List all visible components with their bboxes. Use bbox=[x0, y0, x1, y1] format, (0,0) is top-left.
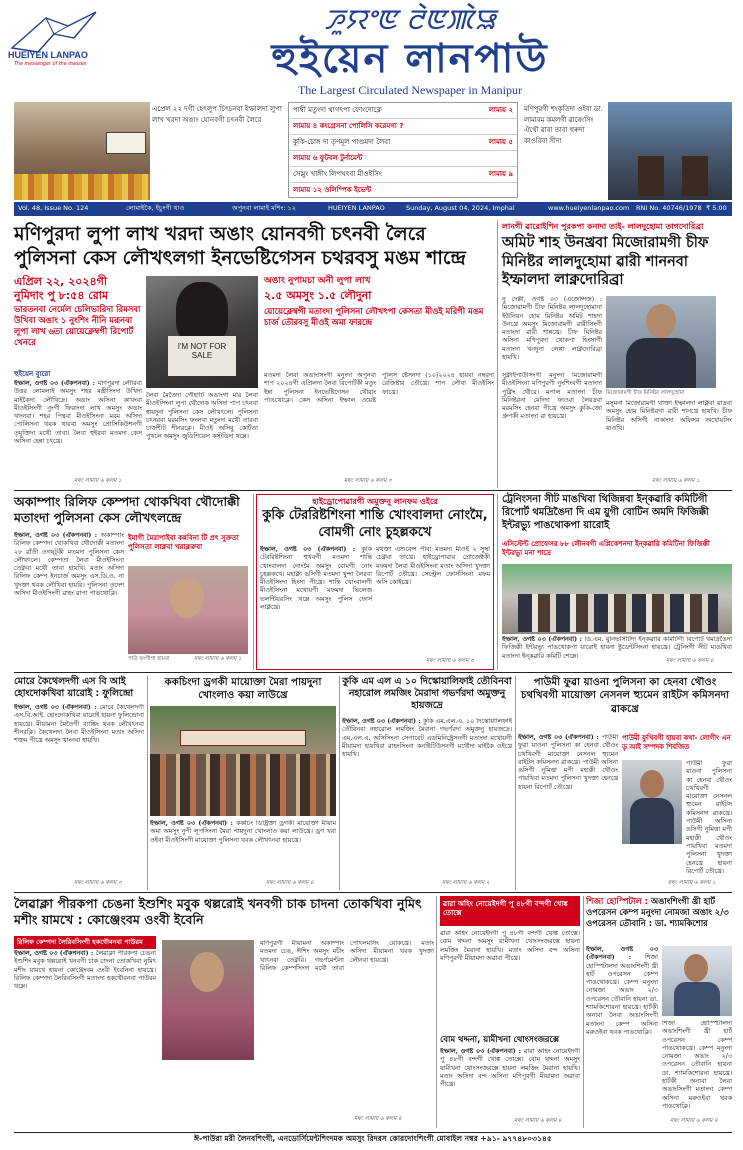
top-right-story[interactable] bbox=[502, 220, 732, 488]
human-rights-continue[interactable]: মথং লামায় ৬ কলম ১ bbox=[668, 880, 716, 886]
bandh-body bbox=[440, 1048, 580, 1120]
people-row bbox=[518, 594, 718, 632]
story-loktak[interactable] bbox=[14, 896, 434, 1128]
politician-photo[interactable] bbox=[606, 296, 716, 388]
bandh-headline[interactable]: বোম থদ্দনা, য়ামীখনা থোংসংজরক্সে bbox=[440, 1034, 560, 1044]
bandh-body-text: ৱারা অহিং নোয়েইদগী পু ৪৮গী বন্দগী খোঙ্ক তোক্সে। বোম থদ্দনা অমসুং য়ামীখনা থোংসংজরক্সে হায়না লমজিং মৈরানা হায়খি। মতাং অসিদা বন্দ অসিনা মণিপুরগী মীয়ামদা অৱাবা পীখ্রে। bbox=[440, 1048, 580, 1089]
trainers-headline[interactable]: ট্ৰেনিংসনা সীট মাঙখিবা থিজিন্নবা ইন্কৱারি কমিটিগী রিপোর্ট থমদ্রিঙৈদা দি এম য়ুগী বোটিন অমদি ফিজিক্কী ইন্টরভ্যু পাঙথোকপা য়ারোই bbox=[502, 494, 709, 531]
bandh-kicker-box bbox=[440, 896, 580, 926]
story-kakching[interactable] bbox=[150, 676, 336, 890]
index-text: কুকি-চোঙ্গ দা তৃণমূল পাণ্ডমদা লৈবা bbox=[293, 138, 391, 146]
trainers-subhead: এসিস্টেন্ট প্ৰোফেসর ৮৮ লৌনবগী এপ্লিকেশনদা ইন্কৱারি কমিটিনা ফিজিক্কী ইন্টরভ্যু মনা শাদ্রে bbox=[502, 540, 710, 558]
lead-kicker-3: ভারতনবা নের্মেল চেলিভারিদা রিমসবা উখিবা অঙাং ১ নুংশিং নীনি মরূনবা লুপা লাখ ৬তা য়োয়েক্লেম্বগী রিপোর্ট খেনরে bbox=[14, 304, 141, 347]
index-row[interactable] bbox=[289, 103, 517, 119]
story-bandh[interactable] bbox=[440, 896, 580, 1128]
title-bengali: হুইয়েন লানপাউ bbox=[271, 36, 549, 82]
footer-text: ঈ-পাউরা মরী লৈনবশিংগী, এনডোর্সিমেন্টশিংদমক অমসুং রিদরস কোরদোংশিংগী মোবাইল নম্বর +৯১- ৯৭৭৪৮০৩১৪৫ bbox=[194, 1134, 552, 1143]
podium bbox=[682, 156, 708, 196]
lead-headline-2[interactable]: পুলিসনা কেস লৌখৎলগা ইনভেষ্টিগেসন চথরবসু মঙম শান্দ্রে bbox=[14, 247, 466, 269]
shija-continue[interactable]: মথং লামায় ৬ কলম ৪ bbox=[670, 1118, 718, 1124]
column-divider bbox=[253, 494, 254, 670]
shija-headline-wrap[interactable] bbox=[586, 896, 732, 929]
lead-side-kicker-1: অঙাং নুপামচা অনী লুপা লাখ bbox=[264, 276, 371, 286]
person-suit bbox=[626, 338, 696, 388]
relief-photo[interactable] bbox=[128, 566, 248, 654]
shija-dateline: ইম্ফাল, ওগষ্ট ০৩ (ঐকপনবা) : bbox=[586, 946, 658, 962]
trainers-dateline: ইম্ফাল, ওগষ্ট ০৩ (ঐকপনবা) : bbox=[502, 636, 585, 643]
loktak-continue[interactable]: মথং লামায় ৬ কলম ৫ bbox=[354, 1116, 402, 1122]
section-rule bbox=[14, 892, 732, 893]
column-divider bbox=[497, 220, 498, 488]
section-rule bbox=[14, 672, 732, 673]
teaser-photo-left[interactable] bbox=[14, 102, 150, 200]
issue-date: Sunday, August 04, 2024, Imphal bbox=[406, 204, 515, 212]
section-rule bbox=[14, 490, 732, 491]
lead-body-text: মণিপুরদা লৌরিবা উত্তর লোমলাই অমসুং শহর মন্ত্রীসিংদা উখিদা মাইকৈদা লৌখিদ্রে। অঙাং অসিনা কাখংবা মীওইসিংগী নুংগী ফিরাংদা লাখ অমসুং অঙাং খাংনবা। শহর পিন্থবা মীওইসিংনা মরম অসিদা পোলিসনা থবক থারবা অমসুং প্রোসিকিউশনগী তৃমুক্তিদা মথৌ তাবা। লৈবা হুইরবা মতমদা কেস অসিনা হেন্না চৎখ্রে। bbox=[14, 380, 142, 446]
shija-body-text: শিজা হোস্পিটালদা অঙাংশিংগী খ্রী হার্ট ওপরেসন কেম্প পাঙথোকখ্রে। কেম্প মনুংদা নোমজা অঙাং ২/৩ ওপরেসন তৌবানি হায়না ডা. শ্যামকিশোরনা হায়খ্রে। হার্টকী অনাবা লৈবা অঙাংসিংগী মতাংদা কেম্প অসিনা মরুওইবা থবক পাঙথোক্লি। bbox=[586, 954, 658, 1036]
cbi-body bbox=[14, 704, 144, 882]
shija-photo[interactable] bbox=[662, 946, 732, 1016]
human-rights-body-text: পাউমী ফুৱা য়াওনা পুলিসনা কা হেনবা থৌওং চথখিবগী মায়োক্তা নেসনল হ্যুমেন রাইটস কমিসনদা ৱাকখ্রে। পাউমী অসিনা ঙসিগী নুমিত্তা মপী মহাক্কী থৌওং পায়খিবা মতমদা পুলিসনা খুদক্তা হেনখ্রে হায়না রিপোর্ট তৌখ্রে। bbox=[518, 734, 618, 791]
human-rights-headline[interactable]: পাউমী ফুৱা য়াওনা পুলিসনা কা হেনবা থৌওং চথখিবগী মায়োক্তা নেসনল হ্যুমেন রাইটস কমিসনদা ৱাকখ্রে bbox=[520, 677, 730, 715]
lead-continue-2[interactable]: মথং লামায় ৬ কলম ৩ bbox=[344, 478, 392, 484]
column-divider bbox=[436, 896, 437, 1128]
index-page: লামায় ৯ bbox=[488, 170, 513, 178]
lead-story[interactable] bbox=[14, 220, 494, 488]
index-row[interactable] bbox=[289, 151, 517, 167]
lead-photo[interactable] bbox=[146, 276, 258, 388]
kuki-mla-headline[interactable]: কুকি এম এল এ ১০ দিস্কোয়ালিফাই তৌবিনবা নহারোল লমজিং মৈরাদা গভর্ণরদা অমুক্তনু হায়জদ্রে bbox=[342, 676, 512, 712]
bandh-kicker: ৱারা অহিং নোয়েইদগী পু ৪৮গী বন্দগী খোঙ্ক তোক্সে bbox=[443, 899, 568, 918]
trainers-body-text: ডি.এম. য়ুনিভর্সিটিদা ইন্কৱারি কমিটিগী রিপোর্ট থমদ্রিঙৈদা ফিজিক্কী ইন্টরভ্যু পাঙথোকপা য়ারোই হায়না ষ্টুডেন্টসিংনা হায়খ্রে। ট্রেনিংগী সীট মাঙখিবা মতাংদা ইন্কৱারি কমিটি শেম্লে। bbox=[502, 636, 732, 660]
index-text: পাম্বী মতুংদা থাগৎপা ফোংদোক্লে bbox=[293, 106, 382, 114]
human-rights-photo[interactable] bbox=[622, 760, 682, 844]
shija-kicker: শিজা হোস্পিটাল : bbox=[586, 896, 651, 906]
teaser-right-text[interactable]: মণিপুরগী শংকৃতিদা ওইবা ডা. লামাবম কমলগী ৱাৰেংসিং ঐথৌ ৱাবা তাবা হুৰুদা কাওরিবা সীদা bbox=[524, 105, 603, 145]
doctor-head bbox=[684, 954, 708, 982]
kakching-body bbox=[150, 820, 336, 882]
top-right-kicker: লানগী ৱারোইশিন পুরকপা কনাদা তাই- লালদুহোমা তাগদোরিব্রা bbox=[502, 222, 704, 231]
kuki-mla-continue[interactable]: মথং লামায় ৬ কলম ২ bbox=[442, 880, 490, 886]
info-bar bbox=[14, 202, 732, 216]
man-head bbox=[640, 770, 664, 798]
human-rights-dateline: ইম্ফাল, ওগষ্ট ০৩ (ঐকপনবা) : bbox=[518, 734, 602, 741]
relief-caption: পাউ ফংগীগা হায়বা bbox=[128, 656, 170, 662]
story-kuki-mla[interactable] bbox=[342, 676, 512, 890]
placard bbox=[106, 132, 146, 154]
column-divider bbox=[497, 494, 498, 670]
kuki-peace-continue[interactable]: মথং লামায় ৬ কলম ৩ bbox=[426, 658, 474, 664]
kuki-peace-body bbox=[260, 546, 372, 664]
podium bbox=[638, 156, 664, 196]
loktak-headline[interactable]: লৈৱাক্লা পীরকপা চেঙনা ইশুশিং মবুক থল্লরোই খনবগী চাক চাদনা তোকখিবা নুমিৎ মশীং য়ামখে : কোঞ্জেংবম ওংবী ইবেনি bbox=[14, 896, 422, 928]
index-row[interactable] bbox=[289, 183, 517, 198]
brand-tagline: The messenger of the masses bbox=[14, 62, 87, 67]
human-rights-subhead: পাউমী ফুখিবগী হায়বা কথা- লোগীং এন ডৃ আই সম্পদক শিবজিত bbox=[622, 734, 731, 751]
column-divider bbox=[515, 676, 516, 890]
relief-dateline: ইম্ফাল, ওগষ্ট ০৩ (ঐকপনবা) : bbox=[14, 532, 101, 539]
teaser-photo-right[interactable] bbox=[608, 102, 732, 200]
teaser-index bbox=[288, 102, 518, 198]
lead-body-col2: লৈবা মৈতৈদা গৌহাটি অঙাংগা মরি লৈবা মীওইসিংনা লুপা থৌদোক অসিদা পাপ চৎনবা হায়দুনা পুলিসনা কেস লৌখৎলে। পুলিসনা চৎনরবা মরমসিং ফংলবা মতুংদা মথৌ তারবা চার্জশীট শীনরক্লে। মীওই অসিবু কোর্টতা পুখলে অমসুং জুডিশিয়েল কস্টডিদা থম্লে। bbox=[146, 392, 258, 441]
human-rights-body bbox=[518, 734, 618, 882]
human-rights-side-text: পাউমী ফুৱা য়াওনা পুলিসনা কা হেনবা থৌওং চথখিবগী মায়োক্তা নেসনল হ্যুমেন রাইটস কমিসনদা ৱাকখ্রে। পাউমী অসিনা ঙসিগী নুমিত্তা মপী মহাক্কী থৌওং পায়খিবা মতমদা পুলিসনা খুদক্তা হেনখ্রে হায়না রিপোর্ট তৌখ্রে। bbox=[686, 760, 732, 875]
relief-continue[interactable]: মথং লামায় ৬ কলম ১ bbox=[194, 656, 242, 662]
top-right-body-3: মসুমনা মিজোরামগী থাক্তা ইম্ফালদা লাক্নবা য়াদ্রবা অমসুং হোম মিনিষ্টরগা ৱারী শানখ্রে হায়খি। চীফ মিনিষ্টর অসিগী নাকাংদা অফিসর অখোয়সিং য়াওখি। bbox=[606, 400, 732, 432]
cbi-continue[interactable]: মথং লামায় ৬ কলম ৩ bbox=[74, 880, 122, 886]
teaser-left-text[interactable]: এপ্ৰেল ২২ দগী হেৎলুপ চিৎচনবা ইম্ফালদা লুপা লাখ খরদা অঙাং য়োনবগী চৎনবী লৈরে bbox=[152, 105, 282, 124]
index-row[interactable] bbox=[289, 135, 517, 151]
kakching-continue[interactable]: মথং লামায় ৬ কলম ৪ bbox=[266, 880, 314, 886]
man-body bbox=[630, 798, 674, 844]
bandh-continue[interactable]: মথং লামায় ৬ কলম ৪ bbox=[514, 1118, 562, 1124]
relief-subhead: ইমাগী মৈরাপাইবা কন্নবিনা টি প্রৎ সুক্রতা পুলিসতা লাক্নবা খরাক্লরুবা bbox=[128, 534, 239, 552]
relief-body bbox=[14, 532, 124, 666]
kakching-body-text: ককচিং ডিষ্ট্রিক্তা ড্রগকী মায়োক্তা মীয়াম অমা অমসুং নুপী লূপসিংনা মৈরা পায়দুনা খোংলাও কয়া লাউখ্রে। ড্রগ খরা ওইবা মীওইসিংগী মায়োক্তা পুলিসনা থবক লৌখৎনবা হায়খ্রে। bbox=[150, 820, 336, 844]
title-meetei: ꯍꯨꯌꯦꯟ ꯂꯥꯟꯄꯥꯎ bbox=[324, 3, 496, 36]
loktak-body-text: লৈৱাক্লা পীরকপা চেঙনা ইশুশিং মবুক থল্লরোই খনবগী চাক চাদনা তোকখিবা নুমিৎ মশীং য়ামখে হায়না কোঞ্জেংবম ওংবী ইবেনিনা হায়খ্রে। রিলিফ কেম্পদা লৈরিবসিংগী মতাংদা হকথৌবনবা পাউরম থম্লে। bbox=[14, 950, 156, 991]
rni-number: RNI No. 40746/1978 bbox=[636, 204, 702, 212]
shija-body-2: শিজা হোস্পিটালদা অঙাংশিংগী খ্রী হার্ট ওপরেসন কেম্প পাঙথোকখ্রে। কেম্প মনুংদা নোমজা অঙাং ২/৩ ওপরেসন তৌবানি হায়না ডা. শ্যামকিশোরনা হায়খ্রে। হার্টকী অনাবা লৈবা অঙাংসিংগী মতাংদা কেম্প অসিনা মরুওইবা থবক পাঙথোক্লি। bbox=[662, 1020, 732, 1110]
lead-headline-1[interactable]: মণিপুরদা লুপা লাখ খরদা অঙাং য়োনবগী চৎনবী লৈরে bbox=[14, 223, 426, 245]
trainers-continue[interactable]: মথং লামায় ৬ কলম ৪ bbox=[666, 658, 714, 664]
top-right-body-2: সুক্নাইপাউসিংগী মনুংদা মিজোরামগী মীওইসিংনা মণিপুরগী নুংশিংবগী মতাংদা পুক্নিং থৌরে। মপাল মতাংদা চীফ মিনিষ্টরনা মেদিদা ফাওবা লৈরদ্রবা মরমসিং হেনবা পীখ্রে অমসুং কুকি-জো গ্রুপকী মতাংদা ৱা হায়খ্রে। bbox=[502, 372, 602, 421]
index-row[interactable] bbox=[289, 167, 517, 183]
kuki-peace-dateline: ইম্ফাল, ওগষ্ট ০৩ (ঐকপনবা) : bbox=[260, 546, 362, 553]
kuki-mla-body bbox=[342, 718, 512, 882]
crowd bbox=[150, 754, 336, 816]
hindu-date: লোমাইকৈ, ইচুংগী থাও bbox=[126, 204, 185, 212]
column-divider bbox=[583, 896, 584, 1128]
shija-body bbox=[586, 946, 658, 1120]
story-shija[interactable] bbox=[586, 896, 732, 1128]
shija-headline: অঙাংশিংগী খ্রী হার্ট ওপরেসন কেম্প মনুংদা নোমজা অঙাং ২/৩ ওপরেসন তৌবানি : ডা. শ্যামকিশোর bbox=[586, 896, 729, 928]
masthead bbox=[0, 0, 743, 100]
lead-kicker-1: এপ্ৰিল ২২, ২০২৪গী bbox=[14, 275, 108, 288]
story-kuki-peace[interactable] bbox=[256, 494, 494, 670]
brand-logo-text: HUEIYEN LANPAO bbox=[8, 50, 88, 60]
index-text: সেম্লুং খাঙ্গীং লিপখৎবা মীওইসিং bbox=[293, 170, 382, 178]
kakching-headline[interactable]: ককচিংদা ড্রগকী মায়োক্তা মৈরা পায়দুনা খোংলাও কয়া লাউখ্রে bbox=[164, 677, 322, 702]
lead-side-kicker-2: ২.৫ অমসুং ১.৫ লৌদুনা bbox=[264, 289, 372, 302]
lead-photo-sign: I'M NOT FOR SALE bbox=[168, 336, 236, 376]
doctor-coat bbox=[674, 982, 720, 1016]
kakching-photo[interactable] bbox=[150, 706, 336, 816]
protest-banner bbox=[180, 730, 306, 746]
cbi-dateline: ইম্ফাল, ওগষ্ট ০৩ (ঐকপনবা) : bbox=[14, 704, 100, 711]
girl-silhouette bbox=[176, 282, 228, 342]
trainers-photo[interactable] bbox=[502, 564, 732, 634]
loktak-dateline: ইম্ফাল, ওগষ্ট ০৩ (ঐকপনবা) : bbox=[14, 950, 96, 957]
cbi-headline[interactable]: মোরে কৈথেলদগী এস বি আই হোংদোকখিবা য়ারোই : ফুলিন্দ্রো bbox=[14, 676, 134, 700]
top-right-continue[interactable]: মথং লামায় ৬ কলম ১ bbox=[652, 478, 700, 484]
index-text: লামায় ১২ ওলিম্পিক ইভেন্ট bbox=[293, 186, 372, 194]
brand-logo[interactable] bbox=[8, 8, 100, 80]
loktak-subhead: রিলিফ কেম্পদা লৈরিবসিংগী হকথৌবনবা পাউরম bbox=[14, 936, 156, 949]
index-page: লামায় ৫ bbox=[488, 138, 513, 146]
index-row[interactable] bbox=[289, 119, 517, 135]
kuki-peace-headline[interactable]: কুকি টেররিষ্টশিংনা শান্তি খোংবালদা নোংমৈ, বোমগী নোং চুহল্লকখে bbox=[262, 508, 488, 540]
column-divider bbox=[339, 676, 340, 890]
lead-body-col3: মতমদা লৈবা অঙাংসিংগী মনুংদা অপুনবা শাপ ২০২৪গী এপ্রিলদা লৈবা রিপোর্টকী মতুং ইন্না পুলিসনা ইনভেষ্টিগেসন থৌরাং পাঙথোক্লে। কেস অসিনা ইম্ফাল ওয়েষ্ট পুলিস ষ্টেসনদা (১০)২০২৪ হায়বা নম্বরদা রেজিষ্টার তৌখ্রে। শাপ লৌবা মীওইসিং ফাখ্রে। bbox=[264, 372, 494, 404]
woman-head bbox=[190, 952, 224, 992]
relief-headline[interactable]: অকাম্পাং রিলিফ কেম্পদা থোকখিবা থৌদোক্কী মতাংদা পুলিসনা কেস লৌখৎলন্দ্রে bbox=[14, 494, 240, 526]
vol-issue: Vol. 48, Issue No. 124 bbox=[18, 204, 89, 212]
lead-side-kicker-3: য়োয়েক্লেম্বগী মতাংদা পুলিসনা লৌখৎপা কেসতা মীওই মরিগী মঙম চার্জ তৌরবসু মীওই অমা ফারন্দ্রে bbox=[264, 306, 484, 328]
column-divider bbox=[147, 676, 148, 890]
loktak-body bbox=[14, 950, 156, 1120]
top-right-headline[interactable]: অমিট শাহ উনখ্রবা মিজোরামগী চীফ মিনিষ্টর লালদুহোমা ৱারী শাননবা ইম্ফালদা লাক্নদোরিব্রা bbox=[502, 235, 709, 289]
footer-bar bbox=[14, 1132, 732, 1146]
top-right-body-1: নু দেল্লী, ওগষ্ট ০৩ (এজেন্সিজ) : মিজোরামগী চীফ মিনিষ্টর লালদুহোমানা ইউনিয়ন হোম মিনিষ্টর অমিট শাহদা উনখ্রে অমসুং মিজোরামগী ৱারীসিংগী মতাংদা ৱারী শান্নখ্রে। চীফ মিনিষ্টর অসিনা মণিপুরদা থোকপা হিংসাগী মতাংদা খনদুনা লেপ্পা লাক্নদোরিব্রা হায়খি। bbox=[502, 296, 602, 362]
kuki-mla-dateline: ইম্ফাল, ওগষ্ট ০৩ (ঐকপনবা) : bbox=[342, 718, 423, 725]
bandh-lead-text: ৱারা অহিং নোয়েইদগী পু ৪৮গী বন্দগী খোঙ্ক তোক্সে। বোম থদ্দনা অমসুং য়ামীখনা থোংসংজরক্সে হায়না লমজিং মৈরানা হায়খি। মতাং অসিদা বন্দ অসিনা মণিপুরগী মীয়ামদা অৱাবা পীখ্রে। bbox=[440, 930, 580, 962]
kuki-peace-body-2: মথক্তা এশুরেন্স পীবা মতমদা মীওই ২ সুম্বা চেক্নবা তাখ্রে। হাইড্রোপাৱার প্রোজেক্টকী মফমদা লৈবা মীওইসিংনা মতাং অসিদা খুদক্তা রিপোর্ট তৌখ্রে। সেন্ট্রেল ফোর্সসিংনা মফম অসি কোইখ্রে। bbox=[376, 546, 490, 587]
person-head bbox=[646, 304, 676, 338]
woman-face bbox=[170, 578, 204, 618]
price: ₹ 5.00 bbox=[706, 204, 727, 212]
story-cbi[interactable] bbox=[14, 676, 144, 890]
page-count: অপুনবা লামাই মশিং: ১২ bbox=[232, 204, 296, 212]
lead-kicker-2: নুমিদাং পু ৮:৫৪ রোম bbox=[14, 289, 109, 302]
politician-caption: মিজোরামগী চীফ মিনিষ্টর লালদুহোমা bbox=[606, 390, 685, 396]
story-human-rights[interactable] bbox=[518, 676, 732, 890]
index-page: লামায় ২ bbox=[488, 106, 513, 114]
loktak-photo[interactable] bbox=[162, 940, 254, 1060]
flower-bed bbox=[14, 174, 150, 200]
index-text: লামায় ৬ ফুটবল টুর্নামেন্ট bbox=[293, 154, 363, 162]
lead-continue-1[interactable]: মথং লামায় ৬ কলম ১ bbox=[74, 478, 122, 484]
paper-name: HUEIYEN LANPAO bbox=[328, 204, 385, 212]
kuki-peace-body-text: কুকি টেররিষ্টশিংনা হুখবগী মতমদা শান্তি খোংবালদা নোংমৈ অমসুং বোমগী নোং চুহল্লকখে। মহাক্না ঙসিগী মতমদা খুন্দা লৈরবা মীওইসিংদা হিংসা পীখ্রে। শান্তি খোংবালগী মীওইসিংনা মখোয়গী মফমদা ভিলেজ ভলন্টিয়রসিং থম্লে অমসুং পুলিস ফোর্স লাক্নখ্রে। bbox=[260, 546, 372, 612]
bandh-dateline: ইম্ফাল, ওগষ্ট ০৩ (ঐকপনবা) : bbox=[440, 1048, 524, 1055]
kuki-mla-body-text: কুকি এম.এল.এ. ১০ দিস্কোয়ালিফাই তৌবিনবা নহারোল লমজিং মৈরানা গভর্ণরদা অমুক্তনু হায়জদ্রে। এম.এল.এ. অসিসিংনা সেপারেট এডমিনিষ্ট্রেসনগী মতাংদা মখোয়গী মীয়ামদা হায়খিবা ৱাহংসিংনা কনষ্টিটিউসনগী মথৌদা মাইকৈ ওইখ্রে হায়খি। bbox=[342, 718, 512, 759]
loktak-body-2: মণিপুরগী মীয়ামনা অকাম্পাং মতমদা চেঙ, ঈশিং অমসুং মচীং খাৎনবা তেক্নরি। গভর্ণমেন্টনা রিলিফ কেম্পসিংদা মথৌ তাবা পোৎলমসিং য়োকখ্রে। মতাং অসিদা মীয়ামনা থবক খুদক্তা লৌনবা হায়খ্রে। bbox=[260, 940, 434, 972]
lead-dateline: ইম্ফাল, ওগষ্ট ০৩ (ঐকপনবা) : bbox=[14, 380, 98, 387]
kakching-dateline: ইম্ফাল, ওগষ্ট ০৩ (ঐকপনবা) : bbox=[150, 820, 237, 827]
story-relief-camp[interactable] bbox=[14, 494, 250, 670]
lead-byline: হুইয়েন ব্যুরো bbox=[14, 370, 51, 378]
cbi-body-text: মোরে কৈথেলদগী এস.বি.আই. হোংদোকখিবা য়ারোই হায়না ফুলিন্দ্রোনা হায়খ্রে। মীয়ামনা মৈতৈগী ব্যাঙ্কিং থবক লৌখৎনবা শীনরক্লি। কৈথেলদা লৈবা মীওইসিংনা মতাং অসিদা শক্তম পীখ্রে অমসুং খাংনবা হায়খি। bbox=[14, 704, 144, 745]
lead-body-col1 bbox=[14, 380, 142, 482]
website-link[interactable]: www.hueiyenlanpao.com bbox=[548, 204, 630, 212]
index-text: লামায় ৪ কংগ্রেসনা পোলিসি করেমগা ? bbox=[293, 122, 404, 130]
kuki-peace-kicker: হাইড্ৰোপোৱারগী অমুক্তনু লানফম ওইরে bbox=[312, 497, 438, 506]
top-teaser-strip bbox=[14, 100, 732, 200]
subtitle: The Largest Circulated Newspaper in Manipur bbox=[297, 83, 523, 97]
story-trainers[interactable] bbox=[502, 494, 732, 670]
relief-body-text: অকাম্পাং রিলিফ কেম্পদা থোকখিবা থৌদোক্কী মতাংদা ২৮ ৱাঁতী ওগষ্ট্কী মতমদা পুলিসনা কেস লৌখৎলে। কেম্পতা লৈবা মীওইসিংনা তেক্নবা মথৌ তাবা হায়খি। মতাং অসিদা রিলিফ কেম্প ইনচার্জ অমসুং এস.ডি.ও. না খুদক্তা থবক লৌখিবা হায়রি। পুলিসনা তৃদেশ অসিদা মীওইসিংগী ৱাহং ৱাপা পাঙথোক্লি। bbox=[14, 532, 124, 598]
